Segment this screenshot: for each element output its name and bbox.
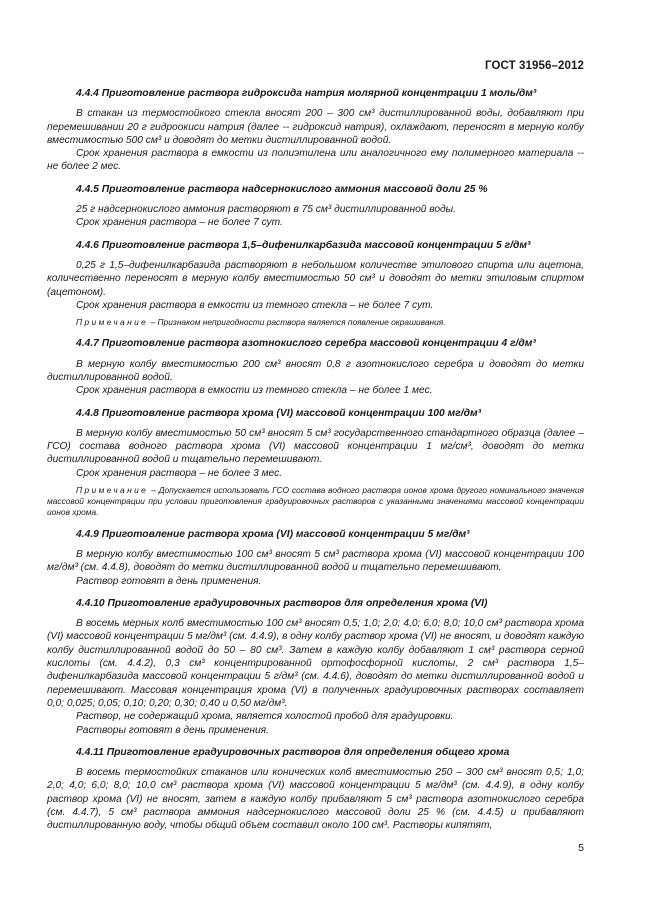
note (47, 485, 584, 519)
paragraph: Срок хранения раствора в емкости из темного стекла – не более 7 сут. (76, 299, 434, 311)
paragraph: 25 г надсернокислого аммония растворяют в 75 см³ дистиллированной воды. (76, 204, 456, 216)
paragraph: В мерную колбу вместимостью 200 см³ вносят 0,8 г азотнокислого серебра и доводят до метки дистиллированной водой. (47, 358, 584, 383)
note-text: – Допускается использовать ГСО состава водного раствора ионов хрома другого номинального значения массовой концентрации при условии приготовления градуировочных растворов с указанными значениями массовой концентрации ионов хрома. (47, 485, 584, 518)
section-heading-4-4-8: 4.4.8 Приготовление раствора хрома (VI) массовой концентрации 100 мг/дм³ (76, 407, 481, 419)
document-body (47, 87, 584, 833)
section-heading-4-4-7: 4.4.7 Приготовление раствора азотнокислого серебра массовой концентрации 4 г/дм³ (76, 338, 536, 350)
paragraph: Срок хранения раствора – не более 7 сут. (76, 217, 283, 229)
paragraph: Растворы готовят в день применения. (76, 724, 269, 736)
paragraph: Срок хранения раствора – не более 3 мес. (76, 467, 283, 479)
document-code: ГОСТ 31956–2012 (484, 60, 584, 72)
section-heading-4-4-6: 4.4.6 Приготовление раствора 1,5–дифенилкарбазида массовой концентрации 5 г/дм³ (76, 239, 531, 251)
section-heading-4-4-5: 4.4.5 Приготовление раствора надсернокислого аммония массовой доли 25 % (76, 183, 488, 195)
paragraph: Раствор готовят в день применения. (76, 575, 262, 587)
note-label: Примечание (76, 485, 149, 496)
section-heading-4-4-11: 4.4.11 Приготовление градуировочных растворов для определения общего хрома (76, 746, 510, 758)
section-heading-4-4-10: 4.4.10 Приготовление градуировочных растворов для определения хрома (VI) (76, 597, 488, 609)
page-number: 5 (578, 842, 584, 854)
paragraph: В восемь мерных колб вместимостью 100 см³ вносят 0,5; 1,0; 2,0; 4,0; 6,0; 8,0; 10,0 см³ раствора хрома (VI) массовой концентрации 5 мг/дм³ (см. 4.4.9), в одну колбу раствор хрома (VI) не вносят, и доводят каждую колбу дистиллированной водой до 50 – 80 см³. Затем в каждую колбу добавляют 1 см³ раствора серной кислоты (см. 4.4.2), 0,3 см³ концентрированной ортофосфорной кислоты, 2 см³ раствора 1,5– дифенилкарбазида массовой концентрации 5 г/дм³ (см. 4.4.6), доводят до метки дистиллированной водой и перемешивают. Массовая концентрация хрома (VI) в полученных градуировочных растворах составляет 0,0; 0,025; 0,05; 0,10; 0,20; 0,30; 0,40 и 0,50 мг/дм³. (47, 618, 584, 709)
paragraph: Срок хранения раствора в емкости из темного стекла – не более 1 мес. (76, 385, 433, 397)
paragraph: В восемь термостойких стаканов или конических колб вместимостью 250 – 300 см³ вносят 0,5; 1,0; 2,0; 4,0; 6,0; 8,0; 10,0 см³ раствора хрома (VI) массовой концентрации 5 мг/дм³ (см. 4.4.9), в одну колбу раствор хрома (VI) не вносят, затем в каждую колбу прибавляют 5 см³ раствора азотнокислого серебра (см. 4.4.7), 5 см³ раствора аммония надсернокислого массовой доли 25 % (см. 4.4.5) и прибавляют дистиллированную воду, чтобы общий объем составил около 100 см³. Растворы кипятят, (47, 767, 584, 832)
paragraph: В мерную колбу вместимостью 50 см³ вносят 5 см³ государственного стандартного образца (далее – ГСО) состава водного раствора хрома (VI) массовой концентрации 1 мг/см³, доводят до метки дистиллированной водой и тщательно перемешивают. (47, 427, 584, 466)
section-heading-4-4-9: 4.4.9 Приготовление раствора хрома (VI) массовой концентрации 5 мг/дм³ (76, 528, 470, 540)
note-text: – Признаком непригодности раствора является появление окрашивания. (148, 317, 446, 328)
paragraph: В мерную колбу вместимостью 100 см³ вносят 5 см³ раствора хрома (VI) массовой концентрации 100 мг/дм³ (см. 4.4.8), доводят до метки дистиллированной водой и тщательно перемешивают. (47, 548, 584, 574)
paragraph: В стакан из термостойкого стекла вносят 200 – 300 см³ дистиллированной воды, добавляют при перемешивании 20 г гидроокиси натрия (далее -- гидроксид натрия), охлаждают, переносят в мерную колбу вместимостью 500 см³ и доводят до метки дистиллированной водой. (47, 108, 584, 146)
paragraph: 0,25 г 1,5–дифенилкарбазида растворяют в небольшом количестве этилового спирта или ацетона, количественно переносят в мерную колбу вместимостью 50 см³ и доводят до метки этиловым спиртом (ацетоном). (47, 259, 584, 298)
paragraph: Срок хранения раствора в емкости из полиэтилена или аналогичного ему полимерного материала -- не более 2 мес. (47, 148, 584, 173)
paragraph: Раствор, не содержащий хрома, является холостой пробой для градуировки. (76, 711, 454, 723)
note (47, 317, 584, 328)
section-heading-4-4-4: 4.4.4 Приготовление раствора гидроксида натрия молярной концентрации 1 моль/дм³ (76, 88, 537, 99)
note-label: Примечание (76, 317, 149, 328)
